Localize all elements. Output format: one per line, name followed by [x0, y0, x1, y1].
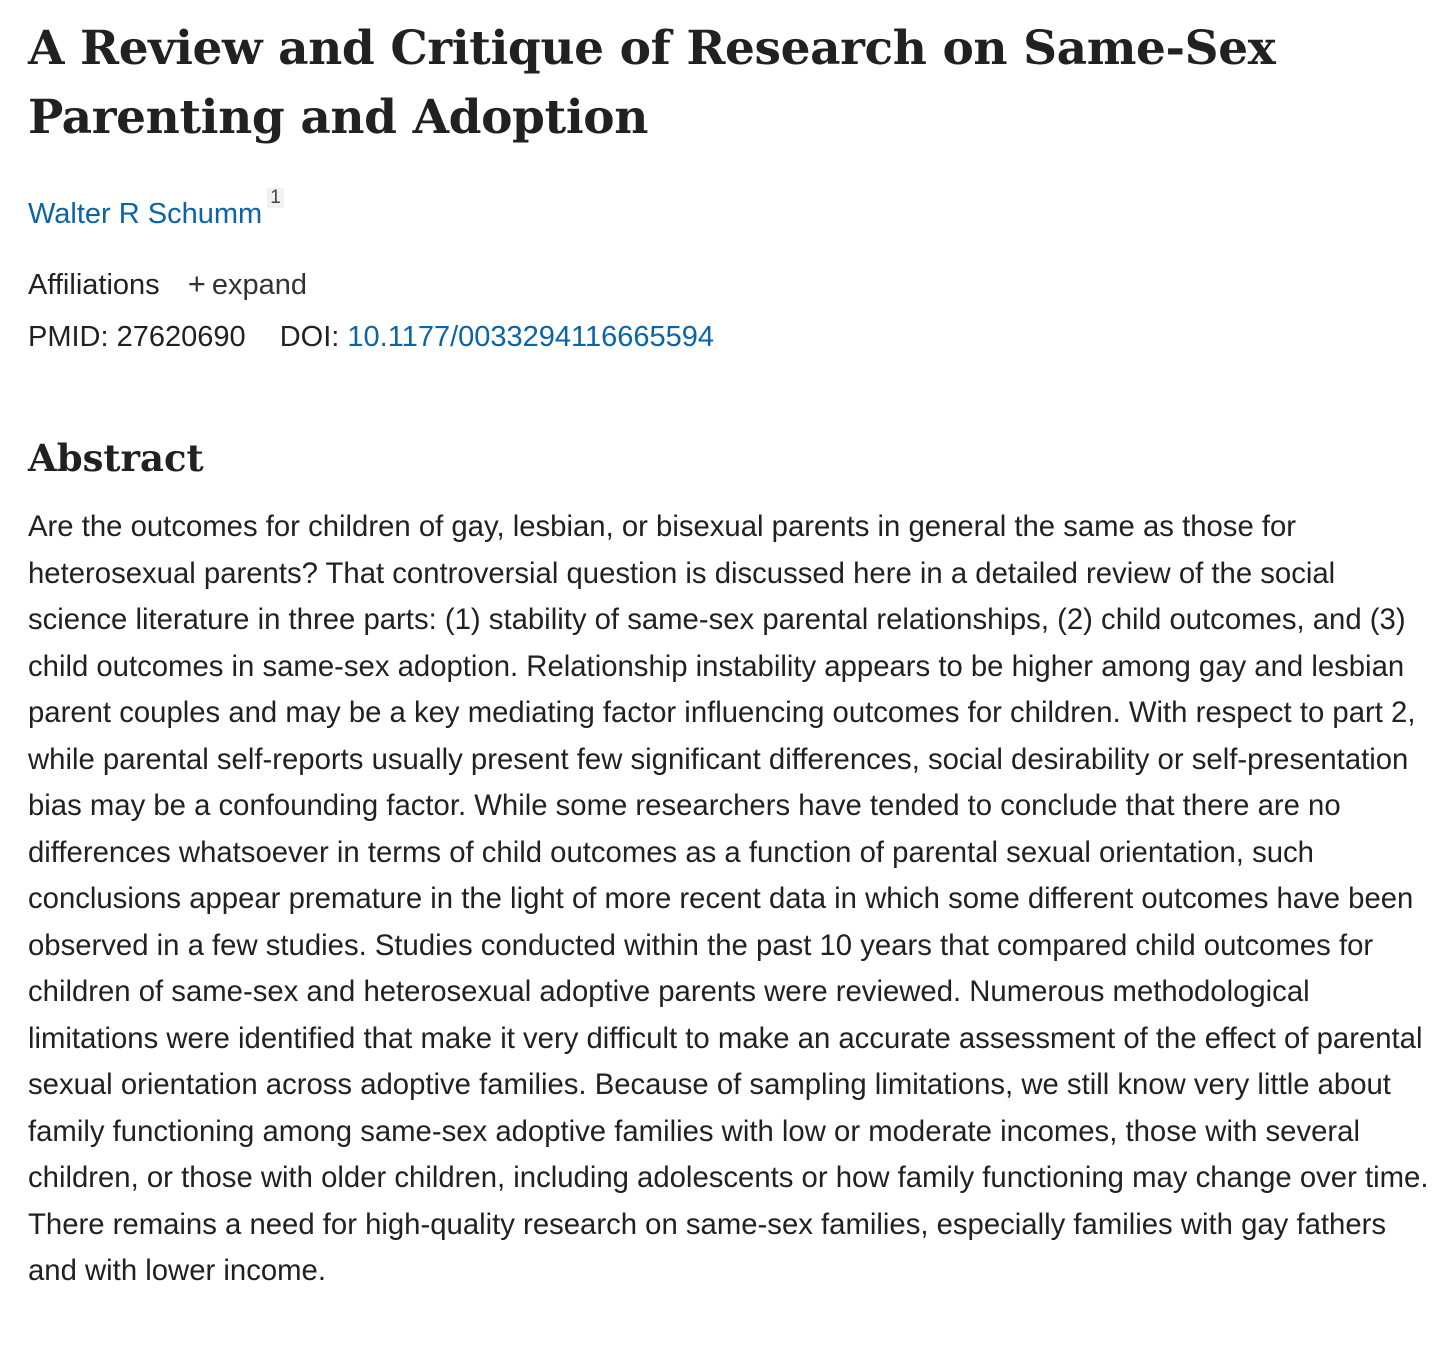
- article-page: [28, 14, 1432, 1295]
- expand-affiliations-button[interactable]: [187, 266, 307, 301]
- article-title: A Review and Critique of Research on Same-Sex Parenting and Adoption: [28, 21, 1276, 145]
- identifiers-row: [28, 319, 1432, 355]
- abstract-heading: Abstract: [28, 436, 204, 480]
- author-link[interactable]: Walter R Schumm: [28, 198, 263, 230]
- affiliations-row: [28, 266, 1432, 303]
- plus-icon: +: [187, 266, 206, 301]
- doi-link[interactable]: 10.1177/0033294116665594: [347, 321, 715, 353]
- abstract-text: Are the outcomes for children of gay, lesbian, or bisexual parents in general the same as those for heterosexual parents? That controversial question is discussed here in a detailed review of the social science literature in three parts: (1) stability of same-sex parental relationships, (2) child outcomes, and (3) child outcomes in same-sex adoption. Relationship instability appears to be higher among gay and lesbian parent couples and may be a key mediating factor influencing outcomes for children. With respect to part 2, while parental self-reports usually present few significant differences, social desirability or self-presentation bias may be a confounding factor. While some researchers have tended to conclude that there are no differences whatsoever in terms of child outcomes as a function of parental sexual orientation, such conclusions appear premature in the light of more recent data in which some different outcomes have been observed in a few studies. Studies conducted within the past 10 years that compared child outcomes for children of same-sex and heterosexual adoptive parents were reviewed. Numerous methodological limitations were identified that make it very difficult to make an accurate assessment of the effect of parental sexual orientation across adoptive families. Because of sampling limitations, we still know very little about family functioning among same-sex adoptive families with low or moderate incomes, those with several children, or those with older children, including adolescents or how family functioning may change over time. There remains a need for high-quality research on same-sex families, especially families with gay fathers and with lower income.: [28, 510, 1429, 1287]
- expand-label: expand: [211, 269, 307, 301]
- doi-label: DOI:: [279, 321, 340, 353]
- affiliations-label: Affiliations: [28, 269, 160, 301]
- pmid: PMID: 27620690: [28, 321, 246, 353]
- authors-list: [28, 187, 1432, 232]
- author-affiliation-ref[interactable]: 1: [267, 188, 284, 208]
